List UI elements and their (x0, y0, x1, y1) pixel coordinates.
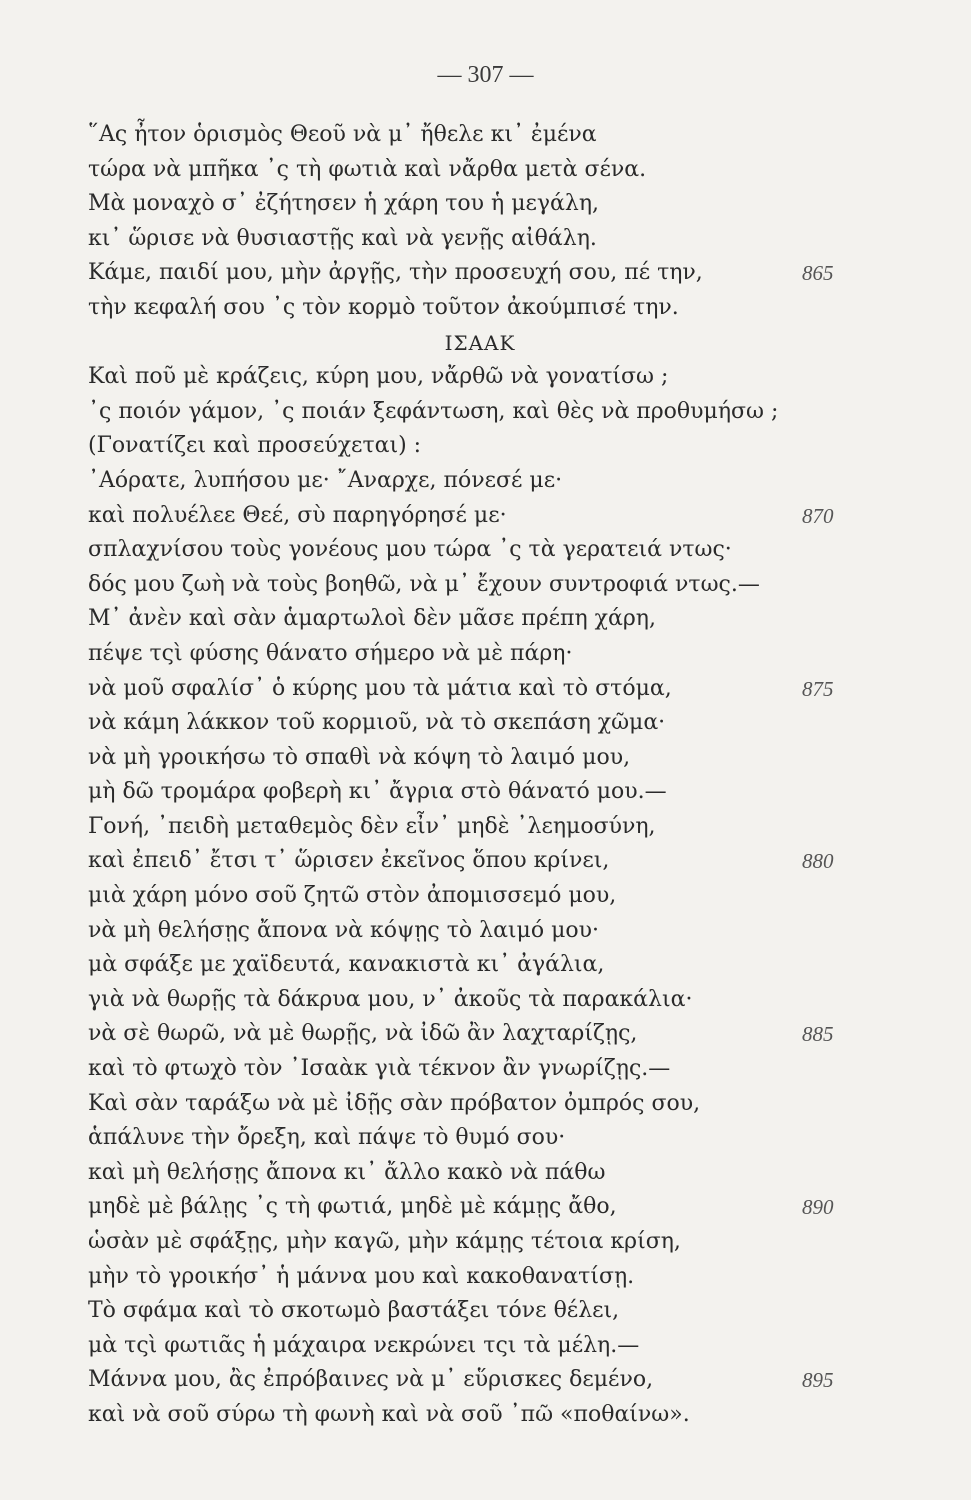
verse-text: καὶ τὸ φτωχὸ τὸν ᾿Ισαὰκ γιὰ τέκνον ἂν γνωρίζῃς.— (88, 1056, 671, 1082)
verse-text: νὰ μοῦ σφαλίσ᾿ ὁ κύρης μου τὰ μάτια καὶ τὸ στόμα, (88, 675, 672, 701)
verse-text: κι᾿ ὥρισε νὰ θυσιαστῇς καὶ νὰ γενῇς αἰθάλη. (88, 225, 597, 251)
speaker-name: ΙΣΑΑΚ (444, 330, 516, 355)
verse-line (88, 706, 858, 741)
verse-text: Μάννα μου, ἂς ἐπρόβαινες νὰ μ᾿ εὕρισκες δεμένο, (88, 1367, 654, 1393)
verse-text: Καὶ σὰν ταράξω νὰ μὲ ἰδῇς σὰν πρόβατον ὀμπρός σου, (88, 1090, 701, 1116)
verse-text: γιὰ νὰ θωρῇς τὰ δάκρυα μου, ν᾿ ἀκοῦς τὰ παρακάλια· (88, 986, 693, 1012)
verse-line (88, 1329, 858, 1364)
verse-text: μιὰ χάρη μόνο σοῦ ζητῶ στὸν ἀπομισσεμό μου, (88, 883, 617, 909)
verse-text: μὴν τὸ γροικήσ᾿ ἡ μάννα μου καὶ κακοθανατίσῃ. (88, 1263, 635, 1289)
verse-text: τώρα νὰ μπῆκα ᾿ς τὴ φωτιὰ καὶ νἄρθα μετὰ σένα. (88, 156, 647, 182)
verse-text: πέψε τςὶ φύσης θάνατο σήμερο νὰ μὲ πάρη· (88, 640, 573, 666)
verse-line (88, 637, 858, 672)
verse-text: ᾿ς ποιόν γάμον, ᾿ς ποιάν ξεφάντωση, καὶ θὲς νὰ προθυμήσω ; (88, 398, 779, 424)
poem-text-block (88, 118, 858, 1433)
verse-line (88, 499, 858, 534)
verse-line (88, 879, 858, 914)
verse-line (88, 222, 858, 257)
verse-line (88, 1294, 858, 1329)
verse-text: Γονή, ᾿πειδὴ μεταθεμὸς δὲν εἶν᾿ μηδὲ ᾿λεημοσύνη, (88, 813, 656, 839)
verse-text: νὰ σὲ θωρῶ, νὰ μὲ θωρῇς, νὰ ἰδῶ ἂν λαχταρίζῃς, (88, 1021, 638, 1047)
verse-line (88, 360, 858, 395)
verse-text: νὰ μὴ γροικήσω τὸ σπαθὶ νὰ κόψη τὸ λαιμό μου, (88, 744, 631, 770)
line-number: 870 (802, 503, 834, 528)
verse-text: νὰ μὴ θελήσῃς ἄπονα νὰ κόψῃς τὸ λαιμό μου· (88, 917, 600, 943)
verse-text: Τὸ σφάμα καὶ τὸ σκοτωμὸ βαστάξει τόνε θέλει, (88, 1298, 620, 1324)
line-number: 890 (802, 1195, 834, 1220)
verse-line (88, 429, 858, 464)
verse-text: καὶ πολυέλεε Θεέ, σὺ παρηγόρησέ με· (88, 502, 507, 528)
line-number: 865 (802, 261, 834, 286)
verse-text: καὶ ἐπειδ᾿ ἔτσι τ᾿ ὥρισεν ἐκεῖνος ὅπου κρίνει, (88, 848, 610, 874)
line-number: 895 (802, 1368, 834, 1393)
verse-text: μηδὲ μὲ βάλῃς ᾿ς τὴ φωτιά, μηδὲ μὲ κάμῃς ἄθο, (88, 1194, 617, 1220)
verse-text: σπλαχνίσου τοὺς γονέους μου τώρα ᾿ς τὰ γερατειά ντως· (88, 537, 732, 563)
verse-text: μὰ τςὶ φωτιᾶς ἡ μάχαιρα νεκρώνει τςι τὰ μέλη.— (88, 1332, 640, 1358)
verse-text: τὴν κεφαλή σου ᾿ς τὸν κορμὸ τοῦτον ἀκούμπισέ την. (88, 294, 679, 320)
verse-line (88, 291, 858, 326)
verse-text: ὡσὰν μὲ σφάξῃς, μὴν καγῶ, μὴν κάμῃς τέτοια κρίση, (88, 1229, 681, 1254)
verse-line (88, 948, 858, 983)
verse-line (88, 1225, 858, 1260)
verse-line (88, 1052, 858, 1087)
verse-line (88, 1363, 858, 1398)
verse-line (88, 1260, 858, 1295)
verse-line (88, 118, 858, 153)
verse-line (88, 464, 858, 499)
verse-line (88, 844, 858, 879)
verse-line (88, 395, 858, 430)
verse-line (88, 256, 858, 291)
verse-line (88, 602, 858, 637)
verse-line (88, 1398, 858, 1433)
verse-text: καὶ μὴ θελήσῃς ἄπονα κι᾿ ἄλλο κακὸ νὰ πάθω (88, 1159, 606, 1185)
verse-line (88, 1121, 858, 1156)
verse-text: ῞Ας ἦτον ὁρισμὸς Θεοῦ νὰ μ᾿ ἤθελε κι᾿ ἐμένα (88, 122, 597, 147)
verse-line (88, 1017, 858, 1052)
verse-text: νὰ κάμη λάκκον τοῦ κορμιοῦ, νὰ τὸ σκεπάση χῶμα· (88, 710, 666, 736)
line-number: 885 (802, 1022, 834, 1047)
page-number: — 307 — (437, 62, 534, 88)
verse-text: ᾿Αόρατε, λυπήσου με· ῎Αναρχε, πόνεσέ με· (88, 467, 563, 493)
line-number: 875 (802, 676, 834, 701)
verse-text: Καὶ ποῦ μὲ κράζεις, κύρη μου, νἄρθῶ νὰ γονατίσω ; (88, 364, 669, 390)
verse-text: μὴ δῶ τρομάρα φοβερὴ κι᾿ ἄγρια στὸ θάνατό μου.— (88, 779, 667, 805)
line-number: 880 (802, 849, 834, 874)
verse-text: Μὰ μοναχὸ σ᾿ ἐζήτησεν ἡ χάρη του ἡ μεγάλη, (88, 191, 600, 217)
verse-line (88, 533, 858, 568)
verse-line (88, 672, 858, 707)
verse-line (88, 983, 858, 1018)
verse-line (88, 810, 858, 845)
verse-line (88, 775, 858, 810)
verse-text: (Γονατίζει καὶ προσεύχεται) : (88, 433, 422, 459)
verse-text: Μ᾿ ἀνὲν καὶ σὰν ἁμαρτωλοὶ δὲν μᾶσε πρέπη χάρη, (88, 606, 656, 632)
verse-line (88, 1087, 858, 1122)
verse-line (88, 741, 858, 776)
verse-line (88, 1156, 858, 1191)
verse-text: ἁπάλυνε τὴν ὄρεξη, καὶ πάψε τὸ θυμό σου· (88, 1125, 566, 1151)
verse-text: δός μου ζωὴ νὰ τοὺς βοηθῶ, νὰ μ᾿ ἔχουν συντροφιά ντως.— (88, 571, 760, 597)
verse-line (88, 1190, 858, 1225)
speaker-heading (88, 326, 858, 361)
verse-line (88, 914, 858, 949)
verse-line (88, 568, 858, 603)
verse-text: Κάμε, παιδί μου, μὴν ἀργῇς, τὴν προσευχή σου, πέ την, (88, 260, 703, 286)
verse-text: καὶ νὰ σοῦ σύρω τὴ φωνὴ καὶ νὰ σοῦ ᾿πῶ «ποθαίνω». (88, 1401, 690, 1427)
verse-line (88, 153, 858, 188)
verse-line (88, 187, 858, 222)
verse-text: μὰ σφάξε με χαϊδευτά, κανακιστὰ κι᾿ ἀγάλια, (88, 952, 605, 978)
